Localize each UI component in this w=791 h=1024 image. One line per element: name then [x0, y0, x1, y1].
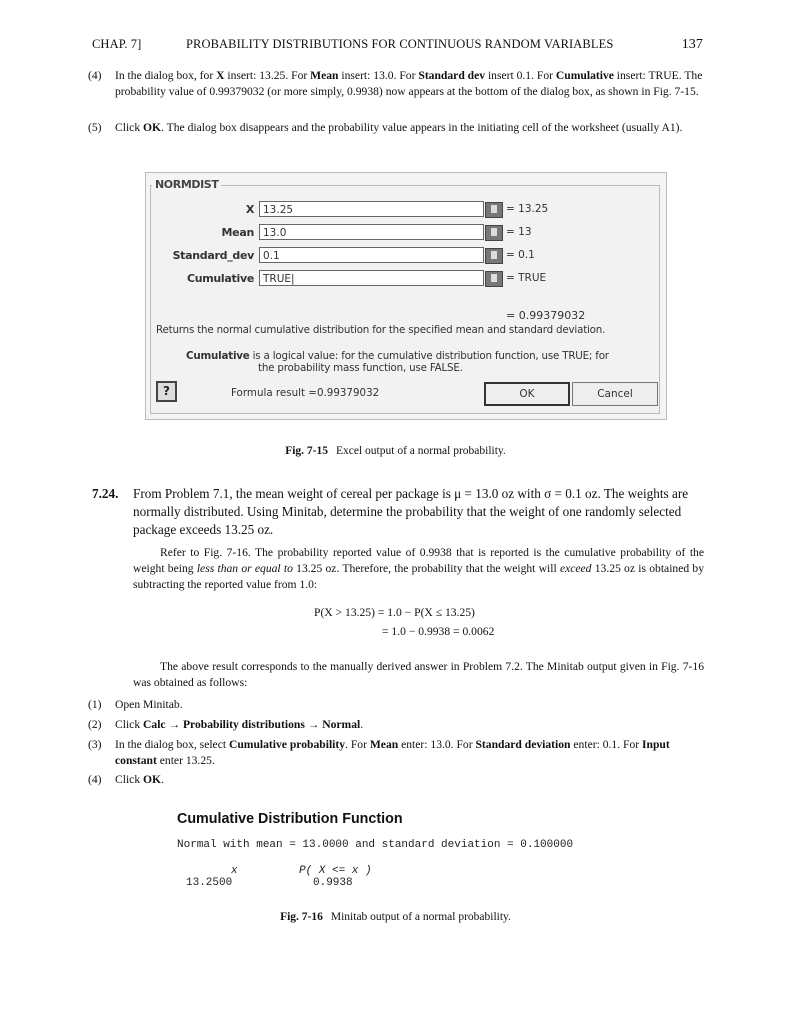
minitab-value-x: 13.2500 [186, 877, 233, 889]
figure-caption-text: Minitab output of a normal probability. [330, 911, 511, 923]
minitab-output-title: Cumulative Distribution Function [177, 811, 403, 827]
step-text: . [360, 718, 364, 731]
cumulative-input[interactable]: TRUE| [259, 270, 484, 286]
arg-help-label: Cumulative [186, 350, 250, 362]
collapse-dialog-icon[interactable] [485, 271, 503, 287]
arg-label: Mean [221, 226, 254, 239]
arg-help-text: the probability mass function, use FALSE. [258, 362, 463, 374]
solution-paragraph [133, 545, 704, 592]
step-bold: Input constant [115, 738, 670, 767]
step-bold: Standard deviation [475, 738, 571, 751]
step-text: enter: 13.0. For [398, 738, 476, 751]
step-bold: Cumulative probability [228, 738, 346, 751]
step-text: insert: 13.0. For [338, 69, 419, 82]
mean-input[interactable]: 13.0 [259, 224, 484, 240]
paragraph-italic: less than or equal to [196, 561, 293, 575]
step-number: (2) [88, 718, 102, 731]
arg-help-text: is a logical value: for the cumulative distribution function, use TRUE; for [249, 350, 609, 362]
paragraph-italic: exceed [559, 561, 592, 575]
step-item [88, 697, 704, 713]
minitab-value-p: 0.9938 [313, 877, 353, 889]
arg-row-standard-dev [146, 247, 666, 267]
step-number: (3) [88, 738, 102, 751]
arg-row-x [146, 201, 666, 221]
cancel-button[interactable]: Cancel [572, 382, 658, 406]
step-item [88, 120, 704, 136]
minitab-col-p: P( X <= x ) [299, 865, 372, 877]
arg-value: = TRUE [506, 272, 547, 284]
argument-help [186, 350, 646, 374]
step-number: (1) [88, 698, 102, 711]
followup-paragraph [133, 659, 704, 691]
running-header [92, 37, 703, 55]
step-text: Click [115, 718, 144, 731]
function-description: Returns the normal cumulative distribution for the specified mean and standard deviation. [156, 324, 606, 336]
minitab-output-line: Normal with mean = 13.0000 and standard deviation = 0.100000 [177, 839, 574, 851]
normdist-dialog [145, 172, 667, 420]
step-text: Open Minitab. [115, 698, 183, 711]
chapter-title: PROBABILITY DISTRIBUTIONS FOR CONTINUOUS RANDOM VARIABLES [186, 37, 614, 51]
arg-row-mean [146, 224, 666, 244]
step-item [88, 717, 704, 733]
paragraph-text: 13.25 oz is obtained by subtracting the reported value from 1.0: [133, 561, 705, 591]
arg-value: = 13.25 [506, 203, 549, 215]
dialog-title: NORMDIST [152, 178, 221, 191]
collapse-dialog-icon[interactable] [485, 225, 503, 241]
step-bold: Cumulative [555, 69, 614, 82]
step-number: (4) [88, 773, 102, 786]
step-number: (5) [88, 121, 102, 134]
figure-number: Fig. 7-15 [285, 445, 328, 457]
step-bold: Calc → Probability distributions → Normal [143, 718, 361, 731]
arg-value: = 0.1 [506, 249, 535, 261]
step-bold: X [216, 69, 225, 82]
step-bold: OK [143, 773, 162, 786]
step-number: (4) [88, 69, 102, 82]
arg-row-cumulative [146, 270, 666, 290]
problem-number: 7.24. [92, 486, 119, 501]
step-text: Click [115, 773, 144, 786]
figure-caption [0, 911, 791, 923]
page-number: 137 [681, 37, 703, 52]
equation-line: P(X > 13.25) = 1.0 − P(X ≤ 13.25) [314, 606, 475, 619]
ok-button[interactable]: OK [484, 382, 570, 406]
step-text: enter: 0.1. For [570, 738, 642, 751]
figure-number: Fig. 7-16 [280, 911, 323, 923]
paragraph-text: Refer to Fig. 7-16. The probability reported value of 0.9938 that is reported is the cumulative probability of the weight being [133, 546, 704, 575]
paragraph-text: 13.25 oz. Therefore, the probability that the weight will [292, 561, 560, 575]
figure-caption [0, 445, 791, 457]
collapse-dialog-icon[interactable] [485, 202, 503, 218]
arg-label: Standard_dev [172, 249, 254, 262]
problem-statement [92, 485, 704, 539]
collapse-dialog-icon[interactable] [485, 248, 503, 264]
step-item [88, 737, 704, 768]
standard-dev-input[interactable]: 0.1 [259, 247, 484, 263]
step-bold: OK [143, 121, 162, 134]
step-text: . For [345, 738, 370, 751]
step-text: insert: 13.25. For [224, 69, 311, 82]
step-text: In the dialog box, for [115, 69, 217, 82]
formula-result: Formula result =0.99379032 [231, 387, 380, 399]
minitab-col-x: x [231, 865, 238, 877]
step-text: In the dialog box, select [115, 738, 229, 751]
step-bold: Mean [310, 69, 339, 82]
step-text: insert: TRUE. The probability value of 0.99379032 (or more simply, 0.9938) now appears at the bottom of the dialog box, as shown in Fig. 7-15. [115, 69, 703, 98]
step-bold: Mean [369, 738, 399, 751]
help-button[interactable]: ? [156, 381, 177, 402]
figure-caption-text: Excel output of a normal probability. [336, 445, 506, 457]
paragraph-text: The above result corresponds to the manually derived answer in Problem 7.2. The Minitab output given in Fig. 7-16 was obtained as follows: [133, 660, 704, 689]
step-bold: Standard dev [418, 69, 486, 82]
chapter-label: CHAP. 7] [92, 37, 142, 51]
step-item [88, 772, 704, 788]
equation-line: = 1.0 − 0.9938 = 0.0062 [382, 625, 495, 638]
step-text: . [161, 773, 164, 786]
arg-value: = 13 [506, 226, 532, 238]
step-text: Click [115, 121, 144, 134]
step-item [88, 68, 704, 99]
function-result: = 0.99379032 [506, 309, 586, 322]
arg-label: Cumulative [186, 272, 254, 285]
problem-text: From Problem 7.1, the mean weight of cereal per package is μ = 13.0 oz with σ = 0.1 oz. The weights are normally distributed. Using Minitab, determine the probability that the weight of one randomly selected package exceeds 13.25 oz. [133, 486, 689, 537]
step-text: insert 0.1. For [485, 69, 556, 82]
step-text: enter 13.25. [156, 753, 215, 767]
x-input[interactable]: 13.25 [259, 201, 484, 217]
arg-label: X [245, 203, 254, 216]
step-text: . The dialog box disappears and the probability value appears in the initiating cell of the worksheet (usually A1). [161, 121, 683, 134]
